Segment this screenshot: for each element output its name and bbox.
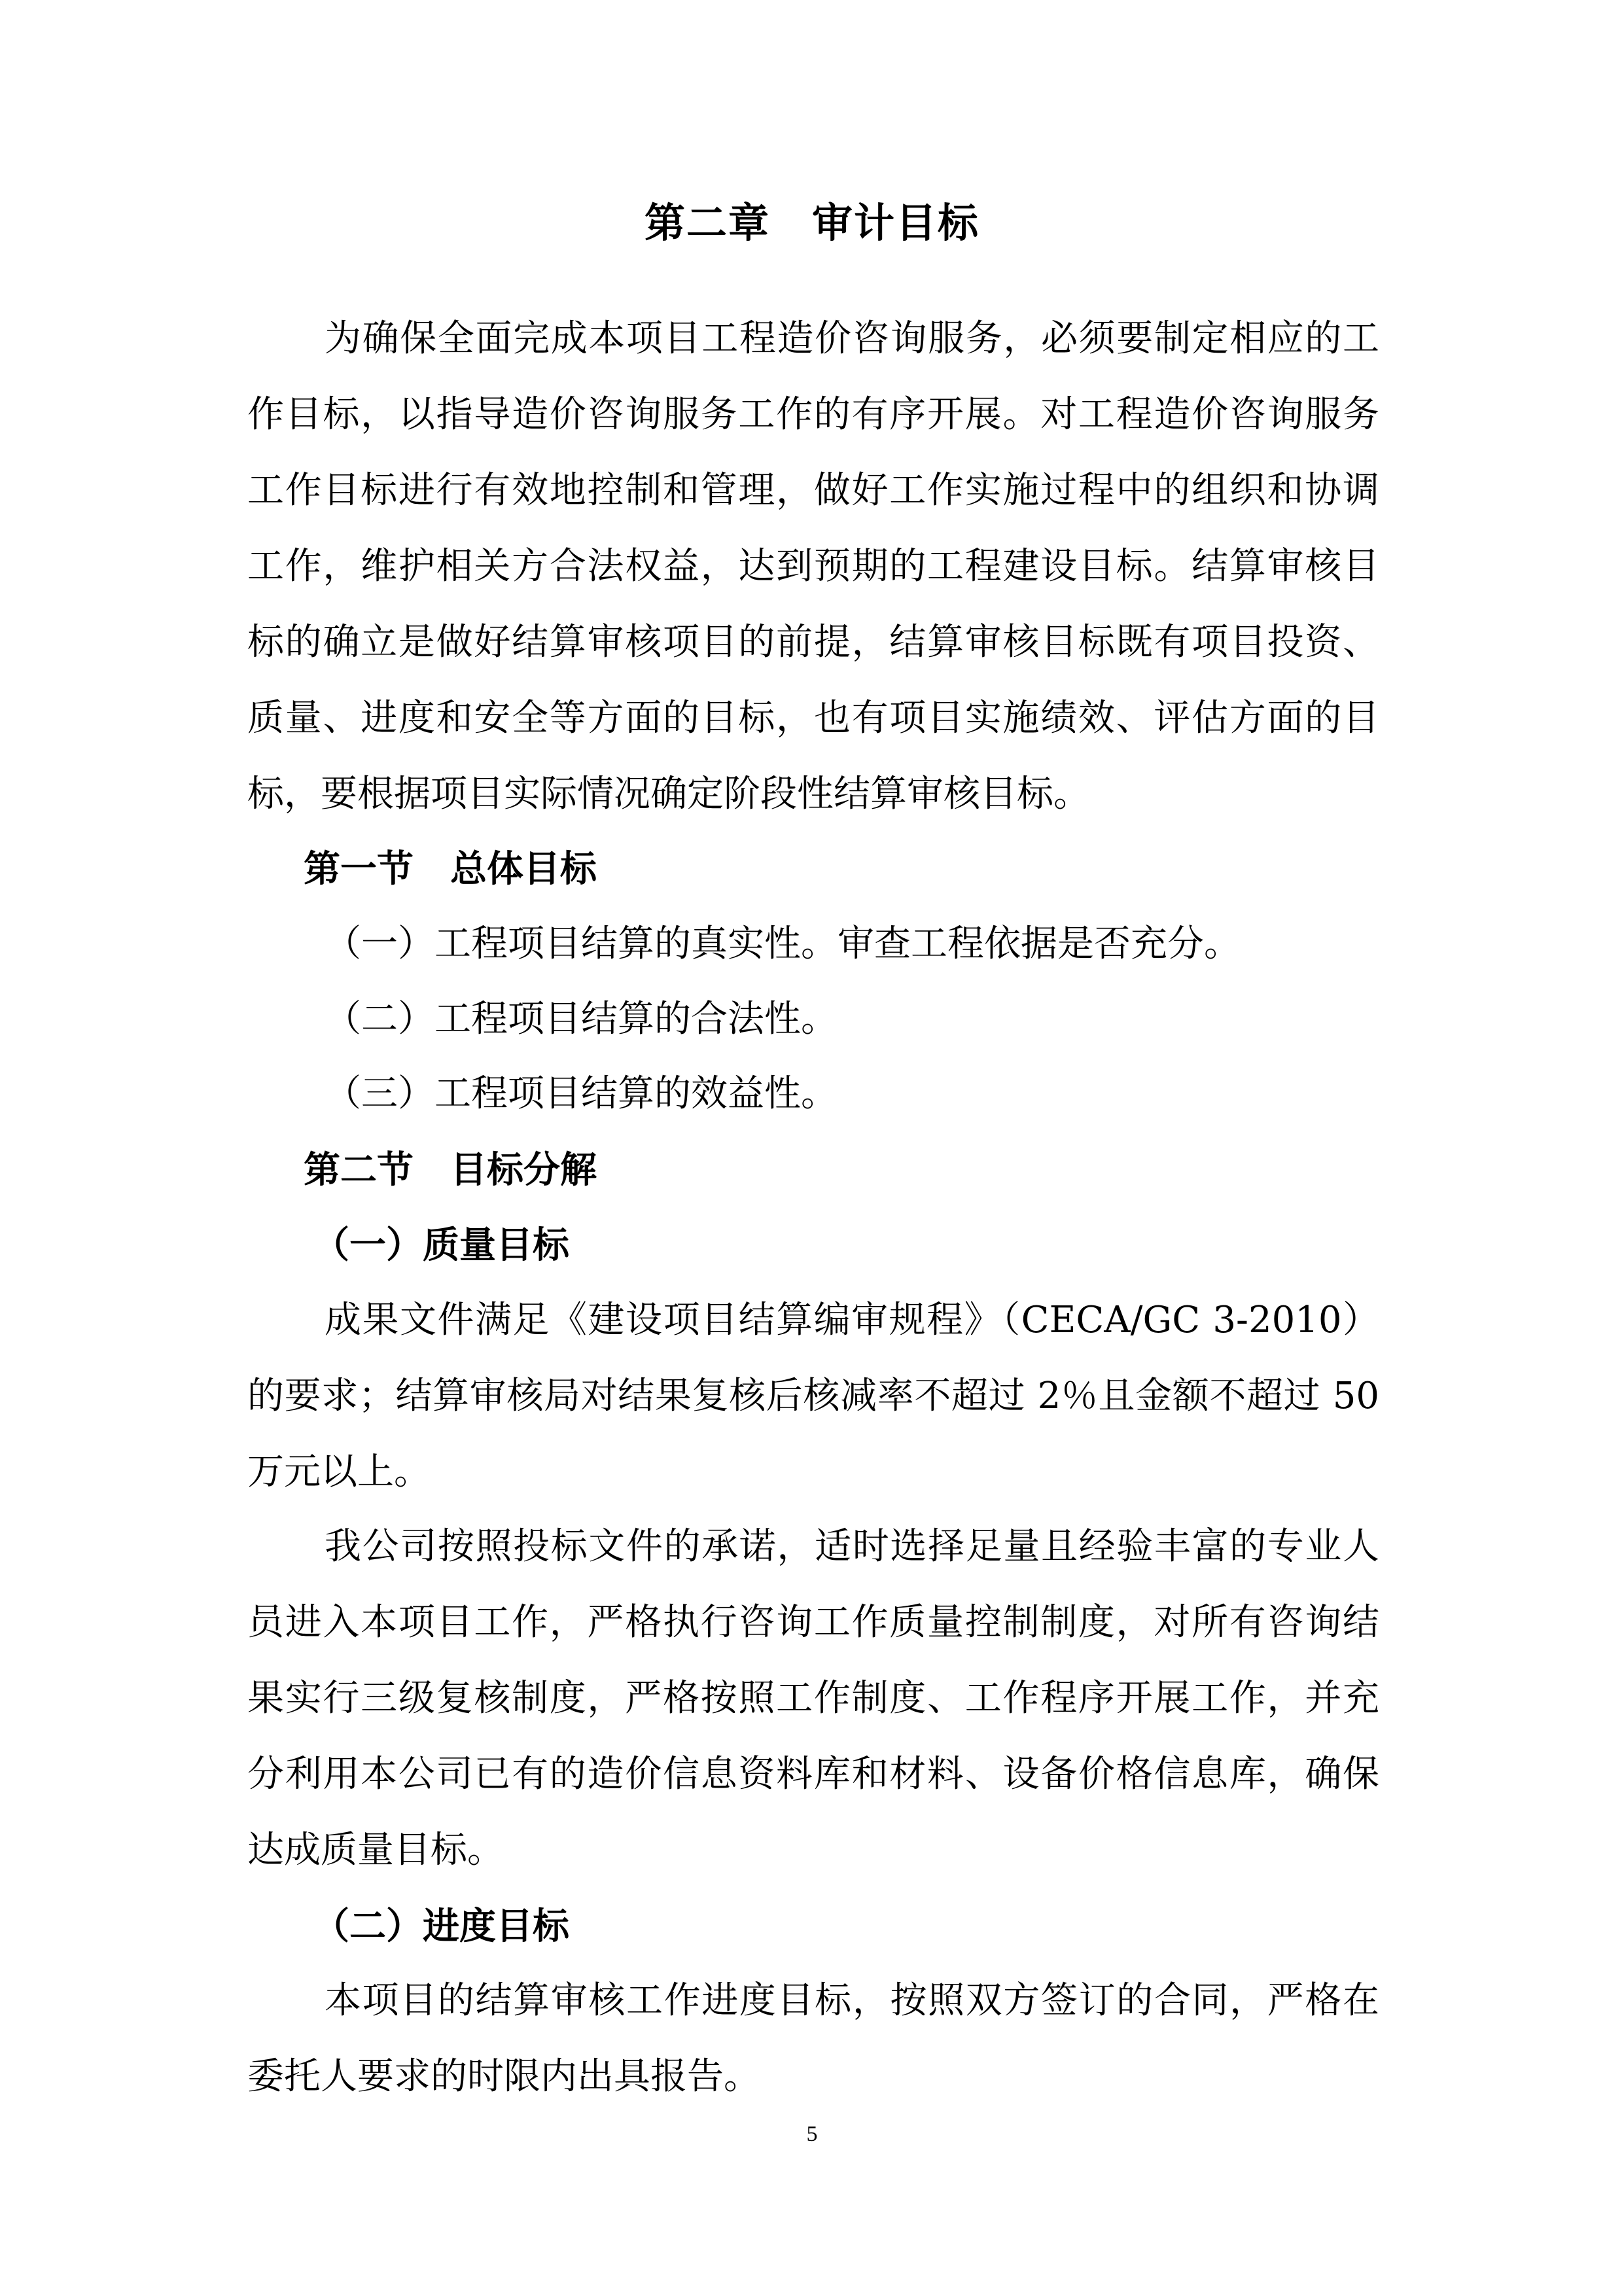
list-item: （一）工程项目结算的真实性。审查工程依据是否充分。 xyxy=(325,923,1241,965)
list-item: （三）工程项目结算的效益性。 xyxy=(325,1072,838,1115)
schedule-paragraph: 本项目的结算审核工作进度目标，按照双方签订的合同，严格在委托人要求的时限内出具报告。 xyxy=(247,1979,1379,2098)
intro-paragraph: 为确保全面完成本项目工程造价咨询服务，必须要制定相应的工作目标，以指导造价咨询服务工作的有序开展。对工程造价咨询服务工作目标进行有效地控制和管理，做好工作实施过程中的组织和协调工作，维护相关方合法权益，达到预期的工程建设目标。结算审核目标的确立是做好结算审核项目的前提，结算审核目标既有项目投资、质量、进度和安全等方面的目标，也有项目实施绩效、评估方面的目标，要根据项目实际情况确定阶段性结算审核目标。 xyxy=(247,317,1379,815)
section-heading-goal-breakdown: 第二节 目标分解 xyxy=(304,1148,597,1192)
quality-paragraph-2: 我公司按照投标文件的承诺，适时选择足量且经验丰富的专业人员进入本项目工作，严格执行咨询工作质量控制制度，对所有咨询结果实行三级复核制度，严格按照工作制度、工作程序开展工作，并充分利用本公司已有的造价信息资料库和材料、设备价格信息库，确保达成质量目标。 xyxy=(247,1525,1379,1871)
section-heading-overall-goals: 第一节 总体目标 xyxy=(304,847,597,891)
page-number: 5 xyxy=(806,2122,818,2146)
chapter-title: 第二章 审计目标 xyxy=(644,199,980,247)
subheading-quality-goal: （一）质量目标 xyxy=(313,1224,569,1267)
subheading-schedule-goal: （二）进度目标 xyxy=(313,1905,569,1948)
quality-paragraph-1: 成果文件满足《建设项目结算编审规程》（CECA/GC 3-2010）的要求；结算审核局对结果复核后核减率不超过 2％且金额不超过 50 万元以上。 xyxy=(247,1299,1379,1493)
list-item: （二）工程项目结算的合法性。 xyxy=(325,998,838,1040)
